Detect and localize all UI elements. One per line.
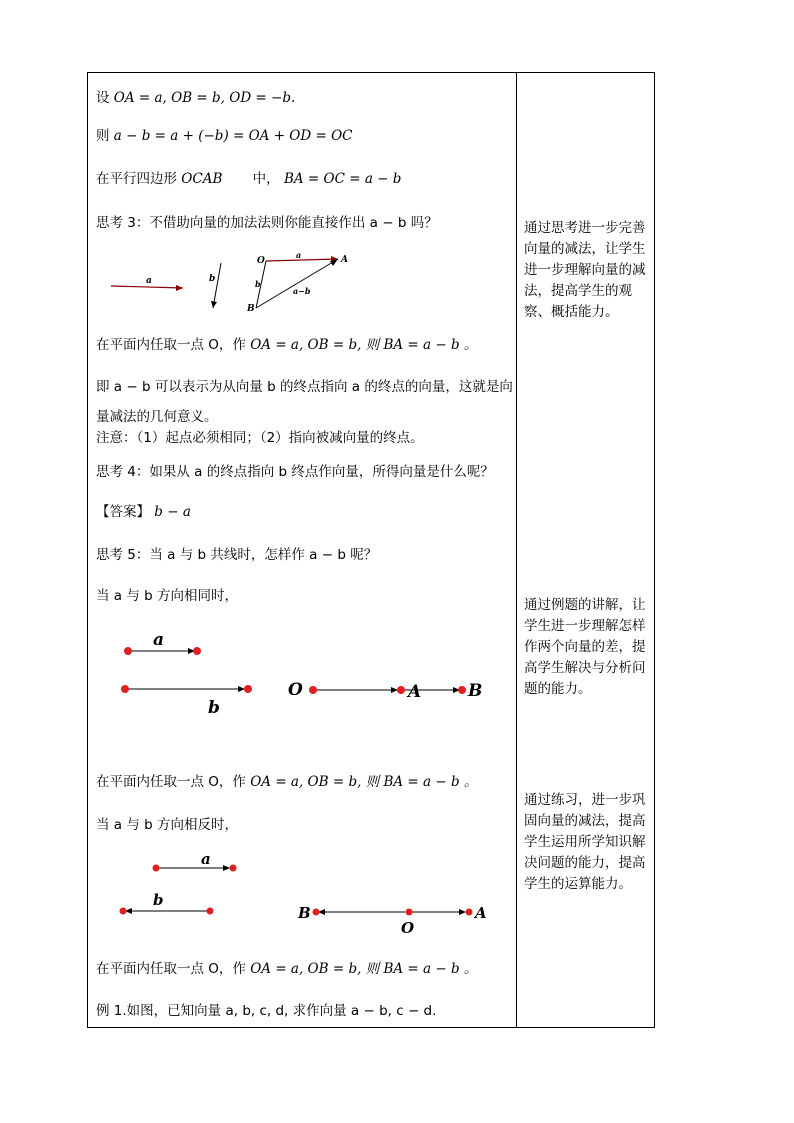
identity-equation: a − b = a + (−b) = OA + OD = OC [113,128,353,144]
label-B: B [298,904,311,922]
diagram-same-direction [113,625,503,720]
label-a: a [201,850,211,868]
line-same-direction: 当 a 与 b 方向相同时， [96,588,239,604]
line-example-1: 例 1.如图，已知向量 a, b, c, d, 求作向量 a − b, c − d. [96,1003,437,1019]
line-take-point: 在平面内任取一点 O，作 OA = a, OB = b, 则 BA = a − b 。 [96,337,478,353]
label-B: B [247,304,255,314]
line-meaning-1: 即 a − b 可以表示为从向量 b 的终点指向 a 的终点的向量，这就是向 [96,379,513,395]
label-O: O [288,680,303,700]
label-A: A [408,682,422,702]
line-define-vectors: 设 OA = a, OB = b, OD = −b. [96,90,296,106]
line-opposite-direction: 当 a 与 b 方向相反时， [96,817,239,833]
lesson-table [87,72,655,1028]
label-a-top: a [296,250,302,260]
line-think3: 思考 3：不借助向量的加法法则你能直接作出 a − b 吗？ [96,215,438,231]
label-b-side: b [255,279,261,289]
label-a: a [153,630,165,650]
label-B: B [468,681,483,701]
label-O: O [401,919,415,937]
line-take-point-3: 在平面内任取一点 O，作 OA = a, OB = b, 则 BA = a − b 。 [96,961,478,977]
diagram-opposite-direction [113,848,503,943]
define-equation: OA = a, OB = b, OD = −b. [113,90,296,106]
line-parallelogram: 在平行四边形 OCAB 中， BA = OC = a − b [96,171,402,187]
diagram-triangle [103,245,363,315]
label-A: A [341,255,348,265]
label-b: b [153,891,164,909]
note-think-purpose: 通过思考进一步完善向量的减法，让学生进一步理解向量的减法，提高学生的观察、概括能力。 [524,220,646,320]
label-b: b [209,274,216,284]
column-divider [516,73,517,1027]
line-think5: 思考 5：当 a 与 b 共线时，怎样作 a − b 呢？ [96,547,378,563]
line-answer: 【答案】 b − a [96,504,191,520]
line-subtraction-identity: 则 a − b = a + (−b) = OA + OD = OC [96,128,353,144]
line-attention: 注意：（1）起点必须相同；（2）指向被减向量的终点。 [96,430,424,446]
label-a: a [146,276,152,286]
label-b: b [208,698,220,718]
label-a-minus-b: a−b [293,286,311,296]
line-meaning-2: 量减法的几何意义。 [96,409,218,425]
label-O: O [257,256,265,266]
line-take-point-2: 在平面内任取一点 O，作 OA = a, OB = b, 则 BA = a − b 。 [96,774,478,790]
label-A: A [475,904,487,922]
note-practice-purpose: 通过练习，进一步巩固向量的减法，提高学生运用所学知识解决问题的能力，提高学生的运算能力。 [524,792,646,892]
note-example-purpose: 通过例题的讲解，让学生进一步理解怎样作两个向量的差，提高学生解决与分析问题的能力。 [524,597,646,697]
line-think4: 思考 4：如果从 a 的终点指向 b 终点作向量，所得向量是什么呢？ [96,464,494,480]
